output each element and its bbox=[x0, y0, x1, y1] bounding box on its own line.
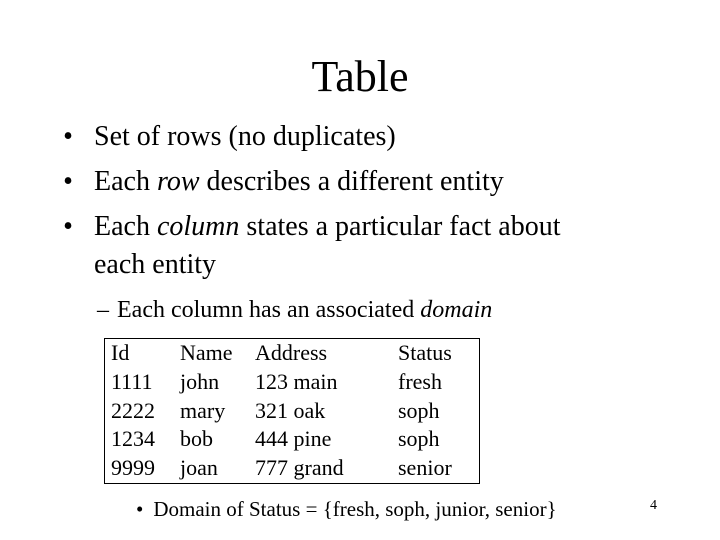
cell-address: 777 grand bbox=[255, 455, 344, 481]
cell-status: soph bbox=[398, 397, 440, 423]
bullet-text: states a particular fact about bbox=[239, 211, 561, 242]
bullet-item bbox=[58, 163, 678, 201]
bullet-item bbox=[58, 118, 678, 156]
sub-bullet-dash: – bbox=[97, 297, 109, 323]
cell-address: 321 oak bbox=[255, 397, 326, 423]
cell-address: 444 pine bbox=[255, 426, 332, 452]
bullet-text: Set of rows (no duplicates) bbox=[94, 121, 396, 152]
page-number: 4 bbox=[650, 498, 657, 513]
bullet-emphasis: column bbox=[156, 211, 240, 242]
sub-bullet bbox=[97, 290, 492, 330]
cell-address: 123 main bbox=[255, 368, 338, 394]
column-header-name: Name bbox=[180, 340, 233, 365]
cell-status: fresh bbox=[398, 368, 442, 394]
sub-bullet-text: Each column has an associated bbox=[117, 297, 421, 323]
bullet-dot: • bbox=[63, 121, 73, 152]
slide-title: Table bbox=[311, 52, 409, 101]
cell-name: mary bbox=[180, 397, 226, 423]
footnote-text: Domain of Status = {fresh, soph, junior, senior} bbox=[153, 497, 557, 521]
bullet-dot: • bbox=[63, 211, 73, 242]
bullet-emphasis: row bbox=[156, 166, 200, 197]
footnote-bullet bbox=[136, 494, 557, 524]
bullet-list bbox=[58, 118, 678, 291]
column-header-address: Address bbox=[255, 340, 328, 365]
cell-status: soph bbox=[398, 426, 440, 452]
bullet-text: Each bbox=[94, 166, 157, 197]
cell-id: 1234 bbox=[111, 426, 155, 452]
cell-id: 2222 bbox=[111, 397, 155, 423]
bullet-line bbox=[94, 208, 678, 246]
bullet-text: Each bbox=[94, 211, 157, 242]
cell-id: 9999 bbox=[111, 455, 155, 481]
bullet-dot: • bbox=[63, 166, 73, 197]
bullet-item bbox=[58, 208, 678, 284]
bullet-text: describes a different entity bbox=[199, 166, 504, 197]
table-row bbox=[105, 368, 480, 397]
cell-name: bob bbox=[180, 426, 213, 452]
cell-name: john bbox=[180, 368, 220, 394]
table-row bbox=[105, 425, 480, 454]
sub-bullet-emphasis: domain bbox=[420, 297, 493, 323]
table-header-row bbox=[105, 339, 480, 368]
footnote-dot: • bbox=[136, 497, 144, 521]
column-header-id: Id bbox=[111, 340, 130, 365]
bullet-continuation: each entity bbox=[94, 249, 217, 280]
table-row bbox=[105, 397, 480, 426]
cell-id: 1111 bbox=[111, 368, 153, 394]
column-header-status: Status bbox=[398, 340, 452, 365]
cell-status: senior bbox=[398, 455, 452, 481]
cell-name: joan bbox=[180, 455, 218, 481]
example-table bbox=[104, 338, 480, 484]
table-row bbox=[105, 454, 480, 483]
